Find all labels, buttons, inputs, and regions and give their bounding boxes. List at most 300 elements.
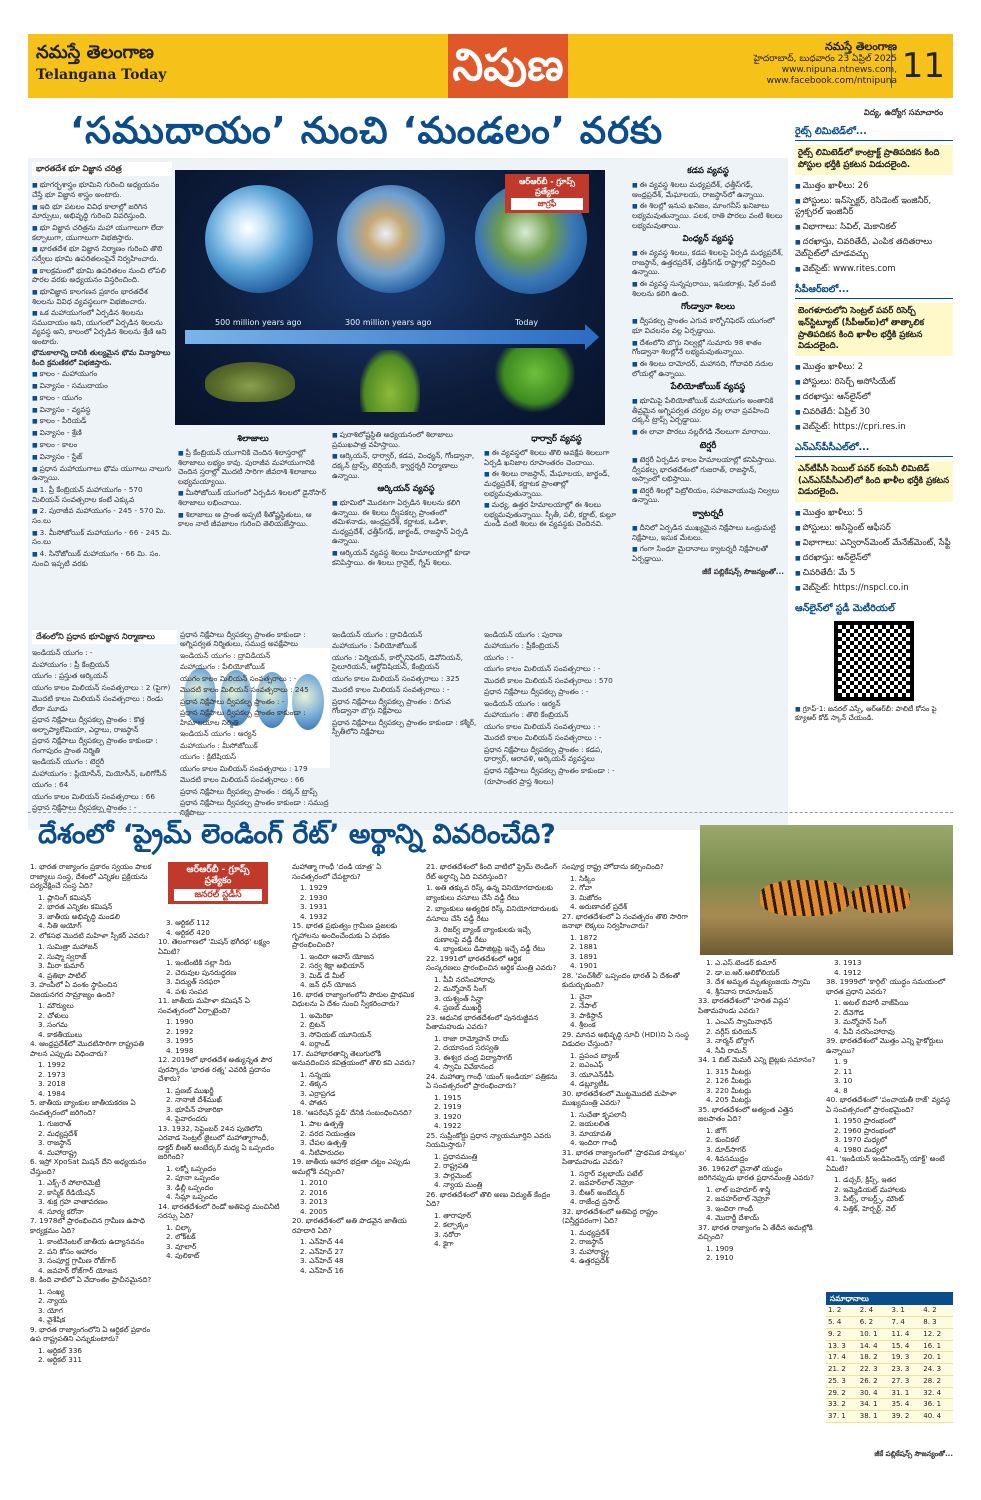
quiz-option: 3. పాకిస్థాన్ bbox=[570, 1010, 603, 1020]
list-item: ■ కాలం - మహాయుగం bbox=[32, 369, 172, 379]
quiz-question: 28. 'పంచ్‌శీల్' ఒప్పందం భారత్ ఏ దేశంతో కుదుర్చుకుంది? bbox=[562, 970, 680, 989]
quiz-option: 2. జవహర్‌లాల్ నెహ్రూ bbox=[706, 1194, 770, 1203]
quiz-option: 4. పోతన bbox=[300, 1098, 328, 1107]
table-row: ఇండియన్ యుగం : పురాణ bbox=[484, 630, 563, 639]
table-row: ప్రధాన నిక్షేపాలు ద్వీపకల్ప ప్రాంతం కాకుండా : హిమాలయాల నిర్మితి bbox=[180, 708, 306, 727]
url-1[interactable]: www.nipuna.ntnews.com, bbox=[781, 65, 897, 75]
quiz-option: 1. గుజరాత్ bbox=[38, 1119, 72, 1128]
table-title: దేశంలోని ప్రధాన భూవిజ్ఞాన నిర్మాణాలు bbox=[32, 630, 177, 644]
quiz-option: 2. 126 మీటర్లు bbox=[706, 1076, 752, 1085]
table-row: ఇండియన్ యుగం : ద్రావిడియన్ bbox=[180, 650, 271, 660]
quiz-option: 4. 1901 bbox=[570, 961, 598, 970]
job2-list bbox=[795, 362, 953, 433]
quiz-question: 2. బ్యాంకులు అత్యధిక రిస్క్ వినియోగదారులకు వసూలు చేసే వడ్డీ రేటు bbox=[426, 904, 558, 923]
badge-text: ఆర్ఆర్‌బీ - గ్రూప్స్ ప్రత్యేకం bbox=[519, 177, 575, 196]
quiz-option: 4. సిమ్లా ఒప్పందం bbox=[166, 1192, 218, 1201]
paragraph: ■ ఈ శిలలు దామోదర్, మహానది, గోదావరి నదుల లోయల్లో ఉన్నాయి. bbox=[632, 359, 784, 378]
col5-title2: వింధ్యన్ వ్యవస్థ bbox=[682, 234, 734, 245]
paragraph: ■ భూవిజ్ఞాన కాలగణన ప్రకారం భారతదేశ శిలలను వివిధ వ్యవస్థలుగా విభజించారు. bbox=[32, 287, 172, 306]
answers-title: సమాధానాలు bbox=[826, 1292, 953, 1305]
quiz-option: 2. 2016 bbox=[300, 1187, 328, 1197]
quiz-question: 16. భారత రాజ్యాంగంలోని పౌరుల ప్రాథమిక విధులను ఏ దేశం నుంచి స్వీకరించారు? bbox=[292, 989, 415, 1008]
list-item: ■ విన్యాసం - స్టేజ్ bbox=[32, 452, 172, 462]
quiz-option: 1. ఎంఎస్ స్వామినాథన్ bbox=[706, 1017, 773, 1026]
quiz-option: 1. 1929 bbox=[300, 883, 328, 892]
quiz-option: 3. ఢిల్లీ ఒప్పందం bbox=[166, 1182, 214, 1192]
quiz-option: 4. పులికాట్ bbox=[166, 1251, 200, 1260]
answer-cell: 34. 1 bbox=[858, 1399, 890, 1411]
quiz-option: 4. సీవీ రామన్ bbox=[706, 1045, 747, 1055]
quiz-option: 3. 1913 bbox=[834, 958, 862, 967]
quiz-option: 3. 1970 మధ్యలో bbox=[834, 1135, 888, 1144]
list-item: ■ విన్యాసం - సముదాయం bbox=[32, 381, 172, 391]
quiz-option: 1. లక్నో ఒప్పందం bbox=[166, 1163, 216, 1173]
quiz-option: 3. మాయావతి bbox=[570, 1128, 612, 1138]
answer-cell: 23. 3 bbox=[890, 1364, 922, 1376]
quiz-option: 2. న్యాయ bbox=[38, 1296, 68, 1305]
answer-cell: 33. 2 bbox=[826, 1399, 858, 1411]
paragraph: ■ ఈ వ్యవస్థ సున్నపురాయి, ఇసుకరాళ్లు, షేల్ వంటి శిలలను కలిగి ఉంది. bbox=[632, 279, 784, 298]
job-detail: ■ పోస్టులు: ఇన్‌స్పెక్టర్, రెసిడెంట్ ఇంజినీర్, స్ట్రక్చరల్ ఇంజినీర్ bbox=[795, 196, 953, 220]
quiz-option: 3. యూఎన్‌డీపీ bbox=[570, 1069, 614, 1079]
answer-cell: 27. 3 bbox=[890, 1375, 922, 1387]
quiz-option: 2. డా.ఐ.ఆర్.అలికోలియర్ bbox=[706, 967, 780, 977]
answer-cell: 12. 2 bbox=[921, 1328, 953, 1340]
quiz-option: 1. డచ్చర్, క్రిప్స్, ఇతర bbox=[834, 1175, 897, 1184]
list-item: ■ కాలం - కాలం bbox=[32, 440, 172, 450]
table-row: యుగం కాలం మిలియన్ సంవత్సరాలు : - bbox=[484, 664, 601, 674]
quiz-option: 3. వూలార్ bbox=[166, 1241, 197, 1251]
brand-telangana-today: Telangana Today bbox=[36, 66, 167, 83]
answer-cell: 36. 1 bbox=[921, 1399, 953, 1411]
col5e-paragraphs bbox=[632, 455, 784, 505]
col2-paragraphs bbox=[178, 448, 328, 529]
col5-title3: గోండ్వానా శిలలు bbox=[681, 302, 735, 313]
quiz-option: 2. ఐఎంఎఫ్ bbox=[570, 1060, 604, 1069]
table-row: మొదటి కాలం మిలియన్ సంవత్సరాలు : 66 bbox=[180, 775, 305, 785]
list-item: ■ 4. సినోజోయిక్ మహాయుగం - 66 మి. సం. నుంచి ఇప్పటి వరకు bbox=[32, 549, 172, 568]
table-row: యుగం కాలం మిలియన్ సంవత్సరాలు : 66 bbox=[32, 791, 156, 801]
paragraph: ■ టెర్షరీ శిలల్లో పెట్రోలియం, సహజవాయువు నిల్వలు ఉన్నాయి. bbox=[632, 486, 784, 505]
table-col1 bbox=[32, 630, 177, 813]
article1-col4 bbox=[484, 430, 629, 600]
table-row: ప్రధాన నిక్షేపాలు ద్వీపకల్ప ప్రాంతం : - bbox=[484, 687, 589, 697]
quiz-option: 4. ఇందిరా గాంధీ bbox=[570, 1138, 618, 1147]
job-detail[interactable]: ■ వెబ్‌సైట్: www.rites.com bbox=[795, 264, 953, 276]
job-detail: ■ మొత్తం ఖాళీలు: 5 bbox=[795, 508, 953, 520]
answers-box bbox=[826, 1292, 953, 1423]
quiz-option: 3. 1995 bbox=[166, 1036, 194, 1045]
quiz-option: 4. నీతి ఆయోగ్ bbox=[38, 921, 82, 930]
answer-row bbox=[826, 1399, 953, 1411]
quiz-question: 36. 1962లో చైనాతో యుద్ధం జరిగినప్పుడు భారత ప్రధానమంత్రి ఎవరు? bbox=[698, 1163, 814, 1182]
quiz-option: 1. చిల్కా bbox=[166, 1222, 192, 1232]
quiz-option: 2. రాష్ట్రపతి bbox=[434, 1161, 469, 1170]
table-row: ప్రధాన నిక్షేపాలు ద్వీపకల్ప ప్రాంతం : - bbox=[32, 803, 137, 813]
article1-col2 bbox=[178, 430, 328, 600]
quiz-col1 bbox=[30, 862, 152, 1492]
table-row: మొదటి కాలం మిలియన్ సంవత్సరాలు : - bbox=[484, 733, 602, 743]
table-row: యుగం : పెర్మియన్, కార్బోనిఫెరస్, డెవోనియన్, సైలూరియన్, ఆర్డోవిషియన్, కేంబ్రియన్ bbox=[332, 652, 463, 672]
table-row: ప్రధాన నిక్షేపాలు ద్వీపకల్ప ప్రాంతం కాకుండా : గంగాపురం ప్రాంత నిర్మితి bbox=[32, 736, 158, 755]
quiz-option: 2. రాజస్థాన్ bbox=[570, 1237, 604, 1246]
answer-cell: 39. 2 bbox=[890, 1411, 922, 1423]
table-row: మొదటి కాలం మిలియన్ సంవత్సరాలు : 570 bbox=[484, 675, 613, 685]
quiz-col7-items bbox=[826, 958, 953, 1213]
quiz-question: 40. భారతదేశంలో 'పంచాయతీ రాజ్' వ్యవస్థ ఏ సంవత్సరంలో ప్రారంభమైంది? bbox=[826, 1095, 951, 1114]
quiz-option: 2. పని కోసం ఆహారం bbox=[38, 1246, 98, 1256]
quiz-option: 1. 1992 bbox=[38, 1060, 66, 1069]
quiz-question: 6. ఇస్రో XpoSat మిషన్ దేని అధ్యయనం చేస్తుంది? bbox=[30, 1157, 147, 1176]
quiz-option: 1. మౌర్యులు bbox=[38, 1001, 74, 1010]
job-detail[interactable]: ■ వెబ్‌సైట్: https://nspcl.co.in bbox=[795, 583, 953, 595]
quiz-option: 2. పూనా ఒప్పందం bbox=[166, 1173, 220, 1182]
paragraph: ■ గంగా సింధూ మైదానాలు క్వాటర్నరీ నిక్షేపాలతో ఏర్పడ్డాయి. bbox=[632, 544, 784, 563]
table-row: యుగం కాలం మిలియన్ సంవత్సరాలు : 179 bbox=[180, 763, 308, 773]
masthead-brand bbox=[36, 42, 166, 84]
quiz-option: 2. 11 bbox=[834, 1066, 853, 1076]
quiz-option: 2. కాస్మిక్ రేడియేషన్ bbox=[38, 1187, 95, 1197]
quiz-option: 3. నరోరా bbox=[434, 1229, 461, 1239]
quiz-col6-items bbox=[698, 958, 820, 1263]
quiz-option: 3. 2018 bbox=[38, 1079, 66, 1088]
quiz-option: 1. 9 bbox=[834, 1057, 848, 1066]
quiz-option: 1. తారాపూర్ bbox=[434, 1210, 472, 1220]
answer-cell: 37. 1 bbox=[826, 1411, 858, 1423]
quiz-option: 3. 1891 bbox=[570, 951, 598, 961]
table-col3 bbox=[332, 630, 480, 808]
quiz-question: 31. భారత రాజ్యాంగంలో 'ప్రాథమిక హక్కుల' పితామహుడు ఎవరు? bbox=[562, 1147, 687, 1166]
quiz-option: 1. సిక్కిం bbox=[570, 873, 595, 883]
article1-headline: ‘సముదాయం’ నుంచి ‘మండలం’ వరకు bbox=[70, 109, 664, 152]
quiz-option: 3. శుక్ర గ్రహ వాతావరణం bbox=[38, 1197, 108, 1206]
col5f-paragraphs bbox=[632, 523, 784, 564]
quiz-option: 2. కుంచికల్ bbox=[706, 1135, 740, 1144]
quiz-option: 2. 1919 bbox=[434, 1102, 462, 1111]
quiz-question: 3. హంపీలో ఏ వంశం స్థాపించిన విజయనగర సామ్రాజ్యం ఉంది? bbox=[30, 980, 118, 999]
answer-cell: 21. 2 bbox=[826, 1364, 858, 1376]
quiz-option: 2. 1910 bbox=[706, 1253, 734, 1262]
list-item: ■ 2. పురాజీవ మహాయుగం - 245 - 570 మి. సం.లు bbox=[32, 506, 172, 525]
rail-head: విద్య, ఉద్యోగ సమాచారం bbox=[863, 108, 943, 117]
paragraph: ■ ఇది భూ పటలం వివిధ కాలాల్లో జరిగిన మార్పులు, అభివృద్ధి గురించి వివరిస్తుంది. bbox=[32, 202, 172, 221]
col2-title: శిలాజాలు bbox=[237, 434, 269, 444]
quiz-option: 3. యశ్వంత్ సిన్హా bbox=[434, 993, 484, 1003]
paragraph: ■ దేశంలోని బొగ్గు నిల్వల్లో సుమారు 98 శాతం గోండ్వానా శిలల్లోనే లభ్యమవుతున్నాయి. bbox=[632, 338, 784, 357]
earth-evolution-image bbox=[175, 170, 605, 425]
article2-badge bbox=[168, 862, 268, 904]
table-row: మహాయుగం : పేలియోజోయిక్ bbox=[180, 662, 265, 672]
globe-500m bbox=[205, 185, 313, 293]
quiz-option: 4. కాకతీయులు bbox=[38, 1029, 83, 1039]
paragraph: ■ భారతదేశ భూ విజ్ఞాన నిర్మాణం గురించి తొలి సర్వేలు భూమి ఉపరితలంపైనే నిర్వహించారు. bbox=[32, 244, 172, 263]
masthead bbox=[28, 34, 953, 98]
url-2[interactable]: www.facebook.com/ntnipuna bbox=[766, 76, 897, 87]
quiz-option: 2. దయానంద సరస్వతి bbox=[434, 1043, 499, 1052]
answer-cell: 3. 1 bbox=[890, 1305, 922, 1316]
jobs-rail bbox=[795, 108, 953, 908]
quiz-option: 2. మధ్యప్రదేశ్ bbox=[38, 1128, 78, 1138]
answer-row bbox=[826, 1305, 953, 1316]
quiz-option: 2. చోళులు bbox=[38, 1010, 69, 1020]
paragraph: ■ మీసోజోయిక్ యుగంలో ఏర్పడిన శిలలలో డైనోసార్ శిలాజాలు లభించాయి. bbox=[178, 488, 328, 507]
table-col2 bbox=[180, 630, 330, 817]
answer-row bbox=[826, 1328, 953, 1340]
quiz-option: 2. జవహర్‌లాల్ నెహ్రూ bbox=[570, 1178, 634, 1187]
quiz-question: 25. సుప్రీంకోర్టు ప్రధాన న్యాయమూర్తిని ఎవరు నియమిస్తారు? bbox=[426, 1130, 551, 1149]
quiz-option: 1. 1950 ప్రారంభంలో bbox=[834, 1116, 896, 1125]
quiz-option: 4. వైశేషిక bbox=[38, 1315, 66, 1324]
quiz-question: మహాత్మా గాంధీ 'దండి యాత్ర' ఏ సంవత్సరంలో చేపట్టారు? bbox=[292, 862, 382, 881]
quiz-question: 8. కింది వాటిలో ఏ వేదాంతం ప్రాచీనమైనది? bbox=[30, 1275, 152, 1284]
quiz-option: 3. నార్మన్ బోర్లాగ్ bbox=[706, 1036, 755, 1045]
quiz-option: 2. కల్పాక్కం bbox=[434, 1220, 469, 1229]
quiz-option: 2. వరద నియంత్రణ bbox=[300, 1128, 356, 1138]
quiz-option: 3. మన్మోహన్ సింగ్ bbox=[834, 1017, 887, 1026]
paragraph: ■ ఆర్కియన్ వ్యవస్థ శిలలు హిమాలయాల్లో కూడా కనిపిస్తాయి. ఈ శిలలు గ్రానైట్, గ్నీస్ శిలలు. bbox=[332, 548, 480, 567]
answer-cell: 25. 3 bbox=[826, 1375, 858, 1387]
quiz-option: 1. 1909 bbox=[706, 1243, 734, 1253]
quiz-option: 1. రాజా రామ్మోహన్ రాయ్ bbox=[434, 1033, 509, 1043]
quiz-option: 4. అరుణాచల్ ప్రదేశ్ bbox=[570, 902, 627, 911]
article1-col5 bbox=[632, 162, 784, 827]
quiz-option: 4. 1912 bbox=[834, 967, 862, 977]
quiz-option: 1. మధ్యప్రదేశ్ bbox=[570, 1227, 610, 1237]
table-row: ప్రధాన నిక్షేపాలు ద్వీపకల్ప ప్రాంతం కాకుండా : అగ్నిపర్వత నిర్మితులు, సముద్ర అవక్షేపాలు bbox=[180, 630, 306, 649]
col5-title: కడప వ్యవస్థ bbox=[687, 166, 729, 176]
section-divider bbox=[28, 812, 953, 813]
col1-sub: భౌమకాలాన్ని దానికి తుల్యమైన భౌమ విన్యాసాలు కింది క్రమణికలో విభజిస్తారు. bbox=[32, 348, 171, 367]
table-row: యుగం కాలం మిలియన్ సంవత్సరాలు : - bbox=[180, 673, 297, 683]
quiz-question: 37. భారత రాజ్యాంగం ఏ తేదీన అమల్లోకి వచ్చింది? bbox=[698, 1222, 813, 1241]
quiz-option: 3. భూపేన్ హజారికా bbox=[166, 1104, 224, 1114]
quiz-question: 30. భారతదేశంలో మొట్టమొదటి మహిళా ముఖ్యమంత్రి ఎవరు? bbox=[562, 1088, 677, 1107]
list-item: ■ కాలం - పీరియడ్ bbox=[32, 416, 172, 426]
job-detail: ■ దరఖాస్తు: ఆన్‌లైన్‌లో bbox=[795, 553, 953, 565]
quiz-option: 4. సూర్య కరోనా bbox=[38, 1206, 84, 1216]
answer-row bbox=[826, 1317, 953, 1329]
answer-cell: 5. 4 bbox=[826, 1317, 858, 1329]
table4-rows bbox=[484, 630, 629, 787]
answer-cell: 20. 1 bbox=[921, 1352, 953, 1364]
quiz-option: 4. కైగా bbox=[434, 1239, 454, 1248]
answer-cell: 16. 1 bbox=[921, 1340, 953, 1352]
table-row: యుగం కాలం మిలియన్ సంవత్సరాలు : 2 (పైగా) bbox=[32, 682, 171, 692]
quiz-option: 2. 1973 bbox=[38, 1069, 66, 1079]
quiz-option: 1. కాంటినెంటల్ జాతీయ ఉద్యానవనం bbox=[38, 1237, 145, 1246]
quiz-option: 4. శ్రీనివాస రామానుజన్ bbox=[706, 986, 773, 996]
paragraph: ■ ఈ వ్యవస్థ శిలలు మధ్యప్రదేశ్, ఛత్తీస్‌గఢ్, ఆంధ్రప్రదేశ్, మేఘాలయ, రాజస్థాన్‌లో ఉన్నాయి. bbox=[632, 180, 784, 199]
paragraph: ■ భూ విజ్ఞాన చరిత్రను మహా యుగాలుగా లేదా కల్పాలుగా, యుగాలుగా విభజిస్తారు. bbox=[32, 223, 172, 242]
quiz-option: 3. 220 మీటర్లు bbox=[706, 1085, 752, 1095]
quiz-col2 bbox=[158, 918, 286, 1492]
quiz-option: 2. 1881 bbox=[570, 942, 598, 951]
timeline-label-500: 500 million years ago bbox=[215, 318, 302, 327]
col5-title6: క్వాటర్నరీ bbox=[692, 508, 724, 519]
quiz-option: 4. జవహర్ రోజ్‌గార్ యోజన bbox=[38, 1265, 118, 1275]
quiz-question: 41. 'ఇండియన్ ఇండిపెండెన్స్ యాక్ట్' అంటే ఏమిటి? bbox=[826, 1154, 945, 1173]
quiz-option: 3. మీరా కుమార్ bbox=[38, 961, 85, 970]
article2-credit: జీకే పబ్లికేషన్స్ సౌజన్యంతో... bbox=[874, 1450, 953, 1458]
badge-sub: జాగ్రఫీ bbox=[511, 198, 583, 210]
quiz-option: 3. రిజర్వ్ బ్యాంక్ బ్యాంకులకు ఇచ్చే రుణాలపై వడ్డీ రేటు bbox=[434, 925, 531, 944]
table-row: ఇండియన్ యుగం : టెర్షరీ bbox=[32, 757, 105, 767]
paragraph: ■ ఈ శిలల్లో ఇనుప ఖనిజం, మాంగనీస్ ఖనిజాలు లభ్యమవుతున్నాయి. పలక, రాతి పొరలు వంటి శిలలు లభ్యమవుతాయి. bbox=[632, 201, 784, 230]
quiz-option: 3. మిడ్ డే మీల్ bbox=[300, 970, 345, 980]
quiz-option: 1. ఎక్స్-రే పోలారిమెట్రీ bbox=[38, 1178, 101, 1187]
quiz-option: 3. ఎర్రాప్రగడ bbox=[300, 1088, 336, 1098]
col5-paragraphs bbox=[632, 180, 784, 230]
qr-code-icon[interactable] bbox=[834, 621, 914, 701]
quiz-question: 7. 1978లో ప్రారంభించిన గ్రామీణ ఉపాధి కార్యక్రమం ఏది? bbox=[30, 1216, 145, 1235]
qr-caption: ■ గ్రూప్-1: జనరల్ ఎస్సే, ఆర్ఆర్‌బీ: పాలిటీ కోసం పై క్యూఆర్ కోడ్ స్కాన్ చేయండి. bbox=[795, 705, 953, 725]
moss-rock-icon bbox=[205, 362, 295, 402]
globe-300m bbox=[337, 185, 445, 293]
answer-cell: 7. 4 bbox=[890, 1317, 922, 1329]
job-detail[interactable]: ■ వెబ్‌సైట్: https://cpri.res.in bbox=[795, 422, 953, 434]
answer-cell: 24. 3 bbox=[921, 1364, 953, 1376]
quiz-option: 1. పీవీ నరసింహారావు bbox=[434, 974, 495, 984]
quiz-option: 3. 1920 bbox=[434, 1111, 462, 1121]
table-row: మహాయుగం : ప్లియోసీన్, మియోసీన్, ఒలిగోసీన్ bbox=[32, 768, 167, 778]
table-row: ప్రధాన నిక్షేపాలు ద్వీపకల్ప ప్రాంతం కాకుండా : కశ్మీర్, స్పీతీలోని నిక్షేపాలు bbox=[332, 717, 477, 737]
col1-list bbox=[32, 369, 172, 568]
quiz-option: 4. 205 మీటర్లు bbox=[706, 1095, 752, 1104]
paragraph: ■ భూగర్భశాస్త్రం భూమిని గురించి అధ్యయనం చేస్తే భూ విజ్ఞాన శాస్త్రం అంటారు. bbox=[32, 180, 172, 199]
job-detail: ■ మొత్తం ఖాళీలు: 2 bbox=[795, 362, 953, 374]
table-row: యుగం : క్రిటేషియస్ bbox=[180, 752, 237, 762]
job-detail: ■ విభాగాలు: ఎన్విరాన్‌మెంట్ మేనేజ్‌మెంట్, సేఫ్టీ bbox=[795, 538, 953, 550]
quiz-option: 3. సంపూర్ణ గ్రామీణ రోజ్‌గార్ bbox=[38, 1256, 116, 1265]
job3-title: ఎన్‌ఎస్‌పీసీఎల్‌లో... bbox=[795, 442, 953, 457]
quiz-option: 1. ప్రణబ్ ముఖర్జీ bbox=[166, 1085, 214, 1095]
answer-cell: 9. 2 bbox=[826, 1328, 858, 1340]
quiz-question: సంపూర్ణ రాష్ట్ర హోదాను కల్పించింది? bbox=[562, 862, 664, 871]
table-row: ఇండియన్ యుగం : ఆర్యన్ bbox=[180, 729, 257, 739]
paragraph: ■ ద్వీపకల్ప ప్రాంతం ఎగువ కార్బోనిఫెరస్ యుగంలో భూ విచలనం వల్ల ఏర్పడ్డాయి. bbox=[632, 316, 784, 335]
quiz-question: 20. భారతదేశంలో అతి పొడవైన జాతీయ రహదారి ఏది? bbox=[292, 1216, 407, 1235]
quiz-option: 1. 2010 bbox=[300, 1178, 328, 1187]
quiz-question: 22. 1991లో భారతదేశంలో ఆర్థిక సంస్కరణలు ప్రారంభించిన ఆర్థిక మంత్రి ఎవరు? bbox=[426, 953, 557, 972]
quiz-option: 2. చెరువుల పునరుద్ధరణ bbox=[166, 967, 237, 977]
paragraph: ■ ఆర్కియన్, ధార్వార్, కడప, వింధ్యన్, గోండ్వానా, దక్కన్ ట్రాప్స్, టెర్షియరీ, క్వార్టర్నరీ నిర్మాణాలు ఉన్నాయి. bbox=[332, 451, 480, 480]
quiz-option: 2. భారత ఎన్నికల కమిషన్ bbox=[38, 902, 113, 911]
quiz-option: 2. తిక్కన bbox=[300, 1079, 328, 1088]
quiz-option: 4. 1980 మధ్యలో bbox=[834, 1144, 888, 1154]
table-row: ప్రధాన నిక్షేపాలు ద్వీపకల్ప ప్రాంతం : దిగువ గోండ్వానా బొగ్గు నిక్షేపాలు bbox=[332, 696, 451, 716]
answer-row bbox=[826, 1375, 953, 1387]
quiz-option: 4. బ్యాంకులు డిపాజిట్లపై ఇచ్చే వడ్డీ రేటు bbox=[434, 944, 546, 953]
quiz-option: 3. ఎన్‌హెచ్ 48 bbox=[300, 1256, 344, 1265]
job2-body: బెంగళూరులోని సెంట్రల్ పవర్ రిసెర్చ్ ఇన్‌స్టిట్యూట్ (సీపీఆర్‌ఐ)లో తాత్కాలిక ప్రాతిపదికన కింది ఖాళీల భర్తీకి ప్రకటన విడుదలైంది. bbox=[795, 303, 953, 357]
quiz-option: 2. 1930 bbox=[300, 892, 328, 902]
table-row: యుగం కాలం మిలియన్ సంవత్సరాలు : - bbox=[484, 721, 601, 731]
table-row: ప్రధాన నిక్షేపాలు ద్వీపకల్ప ప్రాంతం : దక్కన్ ట్రాప్స్ bbox=[180, 786, 318, 796]
answer-cell: 8. 3 bbox=[921, 1317, 953, 1329]
job-detail: ■ పోస్టులు: అసిస్టెంట్ ఆఫీసర్ bbox=[795, 523, 953, 535]
table-row: మొదటి కాలం మిలియన్ సంవత్సరాలు : - bbox=[332, 685, 450, 695]
quiz-question: 23. ఆధునిక భారతదేశంలో పునరుజ్జీవన పితామహుడు ఎవరు? bbox=[426, 1012, 539, 1031]
right-brand: నమస్తే తెలంగాణ bbox=[824, 40, 897, 53]
quiz-option: 3. సంగమ bbox=[38, 1020, 68, 1029]
answer-cell: 28. 2 bbox=[921, 1375, 953, 1387]
quiz-option: 4. న్యాయ మంత్రి bbox=[434, 1180, 483, 1189]
quiz-col5-items bbox=[562, 862, 694, 1266]
table-row: యుగం : - bbox=[484, 652, 514, 662]
quiz-option: 4. 2005 bbox=[300, 1206, 328, 1216]
quiz-col7 bbox=[826, 958, 953, 1288]
answer-cell: 4. 2 bbox=[921, 1305, 953, 1316]
table-row: మహాయుగం : తొలి కేంబ్రియన్ bbox=[484, 710, 569, 720]
job1-title: రైట్స్ లిమిటెడ్‌లో... bbox=[795, 126, 953, 141]
job1-body: రైట్స్ లిమిటెడ్‌లో కాంట్రాక్ట్ ప్రాతిపదికన కింది పోస్టుల భర్తీకి ప్రకటన విడుదలైంది. bbox=[795, 145, 953, 175]
badge2-sub: జనరల్ స్టడీస్ bbox=[174, 889, 262, 902]
table1-rows bbox=[32, 648, 177, 812]
paragraph: ■ భూమిలో మొదటగా ఏర్పడిన శిలలను కలిగి ఉన్నాయి. ఈ శిలలు ద్వీపకల్ప ప్రాంతంలో తమిళనాడు, ఆంధ్రప్రదేశ్, కర్ణాటక, ఒడిశా, మధ్యప్రదేశ్, ఛత్తీస్‌గఢ్, జార్ఖండ్, రాజస్థాన్ ఏర్పడి ఉన్నాయి. bbox=[332, 498, 480, 546]
answer-cell: 10. 1 bbox=[858, 1328, 890, 1340]
quiz-option: 2. గోవా bbox=[570, 883, 593, 892]
timeline-label-300: 300 million years ago bbox=[345, 318, 432, 327]
quiz-question: 27. భారతదేశంలో ఏ సంవత్సరం తొలి సారిగా జనాభా లెక్కలు నిర్వహించారు? bbox=[562, 911, 688, 930]
table-row: ప్రధాన నిక్షేపాలు ద్వీపకల్ప ప్రాంతం : కడప, ధార్వార్, ఆరావళి, అర్కియన్ వ్యవస్థలు bbox=[484, 744, 603, 764]
quiz-question: 24. మహాత్మా గాంధీ 'యంగ్ ఇండియా' పత్రికను ఏ సంవత్సరంలో ప్రారంభించారు? bbox=[426, 1071, 558, 1090]
job-detail: ■ చివరితేదీ: మే 5 bbox=[795, 568, 953, 580]
table-row: యుగం : 64 bbox=[32, 780, 69, 790]
quiz-option: 4. జన్ ధన్ యోజన bbox=[300, 980, 356, 989]
col5c-paragraphs bbox=[632, 316, 784, 378]
quiz-option: 4. 1932 bbox=[300, 911, 328, 921]
dateline: హైదరాబాద్, బుధవారం 23 ఏప్రిల్ 2025 bbox=[753, 53, 897, 64]
quiz-col5 bbox=[562, 862, 694, 1492]
quiz-option: 3. చేపల ఉత్పత్తి bbox=[300, 1138, 347, 1147]
job1-list bbox=[795, 181, 953, 276]
quiz-option: 3. దూద్‌సాగర్ bbox=[706, 1144, 746, 1154]
col5b-paragraphs bbox=[632, 248, 784, 298]
answer-cell: 35. 4 bbox=[890, 1399, 922, 1411]
quiz-option: 3. విద్యుత్ సరఫరా bbox=[166, 977, 221, 986]
quiz-col6 bbox=[698, 958, 820, 1492]
quiz-question: 1. అతి తక్కువ రిస్క్ ఉన్న వినియోగదారులకు బ్యాంకులు వసూలు చేసే వడ్డీ రేటు bbox=[426, 883, 553, 902]
quiz-option: 2. జయలలిత bbox=[570, 1119, 610, 1128]
quiz-option: 3. ఆర్టికల్ 112 bbox=[166, 918, 210, 927]
table-row: ఇండియన్ యుగం : - bbox=[32, 648, 93, 658]
list-item: ■ విన్యాసం - శ్రేణి bbox=[32, 428, 172, 438]
answer-cell: 38. 1 bbox=[858, 1411, 890, 1423]
answer-cell: 1. 2 bbox=[826, 1305, 858, 1316]
tree-icon bbox=[495, 348, 575, 412]
quiz-option: 1. అమెరికా bbox=[300, 1010, 333, 1020]
table-row: (రూపాంతర ప్రాప్త శిలలు) bbox=[484, 777, 554, 787]
quiz-option: 4. ప్రణబ్ ముఖర్జీ bbox=[434, 1003, 482, 1012]
answer-cell: 17. 4 bbox=[826, 1352, 858, 1364]
quiz-option: 4. 1998 bbox=[166, 1045, 194, 1055]
quiz-option: 1. 315 మీటర్లు bbox=[706, 1066, 752, 1076]
col1-paragraphs bbox=[32, 180, 172, 346]
quiz-question: 2. లోకసభ మొదటి మహిళా స్పీకర్ ఎవరు? bbox=[30, 930, 150, 940]
answer-cell: 2. 4 bbox=[858, 1305, 890, 1316]
quiz-option: 3. యోగ bbox=[38, 1305, 63, 1315]
tiger-icon bbox=[760, 880, 850, 916]
quiz-option: 3. జాతీయ అభివృద్ధి మండలి bbox=[38, 911, 120, 921]
page-number: 11 bbox=[891, 44, 945, 88]
paragraph: ■ ప్రీ కేంబ్రియన్ యుగానికి చెందిన శిలాస్తరాల్లో శిలాజాలు లభ్యం కావు. పురాజీవ మహాయుగానికి చెందిన స్తరాల్లో మొదటి సారిగా జీవరాశి శిలాజాలు లభ్యమయ్యాయి. bbox=[178, 448, 328, 486]
quiz-option: 3. మహారాష్ట్ర bbox=[570, 1246, 609, 1256]
quiz-option: 1. నన్నయ bbox=[300, 1069, 331, 1079]
quiz-question: 13. 1932, సెప్టెంబర్ 24న పుణెలోని ఎరవాడ సెంట్రల్ జైలులో మహాత్మాగాంధీ, డాక్టర్ బీఆర్ అంబేద్కర్ మధ్య ఏ ఒప్పందం జరిగింది? bbox=[158, 1123, 275, 1161]
article1-col1 bbox=[32, 162, 172, 637]
quiz-option: 1. 1915 bbox=[434, 1092, 462, 1102]
quiz-option: 3. 10 bbox=[834, 1076, 853, 1085]
